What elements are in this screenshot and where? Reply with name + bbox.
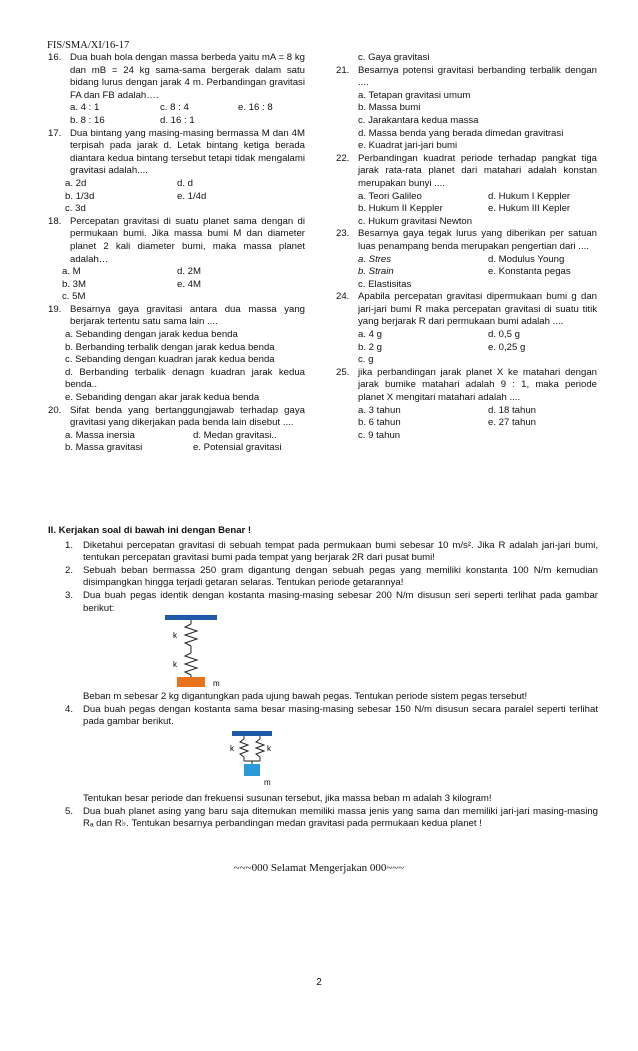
option: e. Sebanding dengan akar jarak kedua benda <box>65 392 260 404</box>
question-23: 23. Besarnya gaya tegak lurus yang diberikan per satuan luas penampang benda merupakan pengertian dari .... <box>336 228 597 252</box>
option: c. Sebanding dengan kuadran jarak kedua benda <box>65 354 275 366</box>
question-18: 18. Percepatan gravitasi di suatu planet sama dengan di permukaan bumi. Jika massa bumi M dan diameter planet 2 kali diameter bumi, maka massa planet adalah… <box>48 215 305 265</box>
spring-label: k <box>267 743 271 753</box>
option: c. Gaya gravitasi <box>358 52 430 63</box>
question-19: 19. Besarnya gaya gravitasi antara dua massa yang berjarak tertentu satu sama lain .... <box>48 303 305 328</box>
options-row: a. 2d d. d <box>65 177 194 189</box>
question-20: 20. Sifat benda yang bertanggungjawab terhadap gaya gravitasi yang dikerjakan pada benda lain disebut .... <box>48 404 305 429</box>
option: b. Massa bumi <box>358 102 421 114</box>
page-number: 2 <box>316 977 322 988</box>
option: d. Berbanding terbalik denagn kuadran jarak kedua benda.. <box>65 366 305 391</box>
parallel-spring-figure <box>48 729 598 791</box>
section-title: II. Kerjakan soal di bawah ini dengan Benar ! <box>48 525 252 536</box>
series-spring-figure <box>48 615 598 687</box>
options-row: b. 6 tahun e. 27 tahun <box>358 417 537 429</box>
spring-2 <box>185 653 197 675</box>
essay-2: 2. Sebuah beban bermassa 250 gram digantung dengan sebuah pegas yang memiliki konstanta 100 N/m kemudian disimpangkan hingga terjadi getaran selaras. Tentukan periode getarannya! <box>65 564 598 589</box>
right-column <box>336 52 597 442</box>
mass-label: m <box>213 679 220 688</box>
essay-3-followup: Beban m sebesar 2 kg digantungkan pada ujung bawah pegas. Tentukan periode sistem pegas tersebut! <box>83 691 528 703</box>
essay-3: 3. Dua buah pegas identik dengan kostanta masing-masing sebesar 200 N/m disusun seri seperti terlihat pada gambar berikut: <box>65 589 598 614</box>
essay-4-followup: Tentukan besar periode dan frekuensi susunan tersebut, jika massa beban m adalah 3 kilogram! <box>83 792 492 804</box>
spring-label: k <box>173 631 177 641</box>
spring-left <box>240 739 248 757</box>
options-row: a. 4 g d. 0,5 g <box>358 329 521 341</box>
options-row: a. Stres d. Modulus Young <box>358 253 565 265</box>
option: a. Tetapan gravitasi umum <box>358 89 471 101</box>
mass-label: m <box>264 777 271 787</box>
option: d. Massa benda yang berada dimedan gravitrasi <box>358 127 564 139</box>
question-21: 21. Besarnya potensi gravitasi berbanding terbalik dengan .... <box>336 64 597 89</box>
essay-5: 5. Dua buah planet asing yang baru saja ditemukan memiliki massa jenis yang sama dan memiliki jari-jari masing-masing Rₐ dan R♭. Tentukan besarnya perbandingan medan gravitasi pada permukaan kedua planet ! <box>65 805 598 830</box>
closing-message: ~~~000 Selamat Mengerjakan 000~~~ <box>233 862 405 874</box>
document-header: FIS/SMA/XI/16-17 <box>47 40 130 51</box>
options-row: a. 3 tahun d. 18 tahun <box>358 404 537 416</box>
options-row: a. Massa inersia d. Medan gravitasi.. <box>65 429 277 441</box>
option: c. Jarakantara kedua massa <box>358 114 479 126</box>
options-row: a. 4 : 1 c. 8 : 4 e. 16 : 8 <box>70 102 273 114</box>
options-row: c. Hukum gravitasi Newton <box>358 215 473 227</box>
option: a. Sebanding dengan jarak kedua benda <box>65 329 238 341</box>
options-row: b. 8 : 16 d. 16 : 1 <box>70 114 195 126</box>
question-22: 22. Perbandingan kuadrat periode terhadap pangkat tiga jarak rata-rata planet dari matahari adalah konstan merupakan bunyi .... <box>336 152 597 189</box>
options-row: c. g <box>358 354 374 366</box>
section-2 <box>48 525 598 831</box>
question-25: 25. jika perbandingan jarak planet X ke matahari dengan jarak bumike matahari adalah 9 : 1, maka periode planet X mengitari matahari adalah .... <box>336 366 597 404</box>
option: b. Berbanding terbalik dengan jarak kedua benda <box>65 341 275 353</box>
options-row: a. M d. 2M <box>62 266 201 278</box>
options-row: b. 1/3d e. 1/4d <box>65 190 207 202</box>
options-row: a. Teori Galileo d. Hukum I Keppler <box>358 190 571 202</box>
spring-1 <box>185 624 197 646</box>
left-column <box>48 52 305 455</box>
option: e. Kuadrat jari-jari bumi <box>358 140 458 152</box>
essay-4: 4. Dua buah pegas dengan kostanta sama besar masing-masing sebesar 150 N/m disusun secara paralel seperti terlihat pada gambar berikut. <box>65 703 598 728</box>
mass-block <box>177 677 205 687</box>
support-bar <box>232 731 272 736</box>
support-bar <box>165 615 217 620</box>
question-17: 17. Dua bintang yang masing-masing bermassa M dan 4M terpisah pada jarak d. Letak bintang ketiga berada diantara kedua bintang tersebut tetapi tidak mengalami gravitasi adalah.... <box>48 127 305 177</box>
question-16: 16. Dua buah bola dengan massa berbeda yaitu mA = 8 kg dan mB = 24 kg sama-sama bergerak dalam satu bidang lurus dengan jarak 4 m. Perbandingan gravitasi FA dan FB adalah…. <box>48 52 305 101</box>
essay-1: 1. Diketahui percepatan gravitasi di sebuah tempat pada permukaan bumi sebesar 10 m/s². Jika R adalah jari-jari bumi, tentukan percepatan gravitasi bumi pada tempat yang berjarak 2R dari pusat bumi! <box>65 539 598 564</box>
options-row: c. 3d <box>65 203 86 215</box>
spring-label: k <box>230 743 234 753</box>
options-row: b. Hukum II Keppler e. Hukum III Kepler <box>358 203 571 215</box>
options-row: c. 5M <box>62 291 86 303</box>
options-row: b. Massa gravitasi e. Potensial gravitasi <box>65 442 282 454</box>
question-24: 24. Apabila percepatan gravitasi dipermukaan bumi g dan jari-jari bumi R maka percepatan gravitasi di suatu titik yang berjarak R dari permukaan bumi adalah .... <box>336 291 597 328</box>
mass-block <box>244 764 260 776</box>
spring-label: k <box>173 660 177 670</box>
options-row: b. 2 g e. 0,25 g <box>358 341 526 353</box>
options-row: b. 3M e. 4M <box>62 278 201 290</box>
options-row: c. Elastisitas <box>358 278 412 290</box>
options-row: c. 9 tahun <box>358 429 401 441</box>
options-row: b. Strain e. Konstanta pegas <box>358 266 571 278</box>
spring-right <box>256 739 264 757</box>
